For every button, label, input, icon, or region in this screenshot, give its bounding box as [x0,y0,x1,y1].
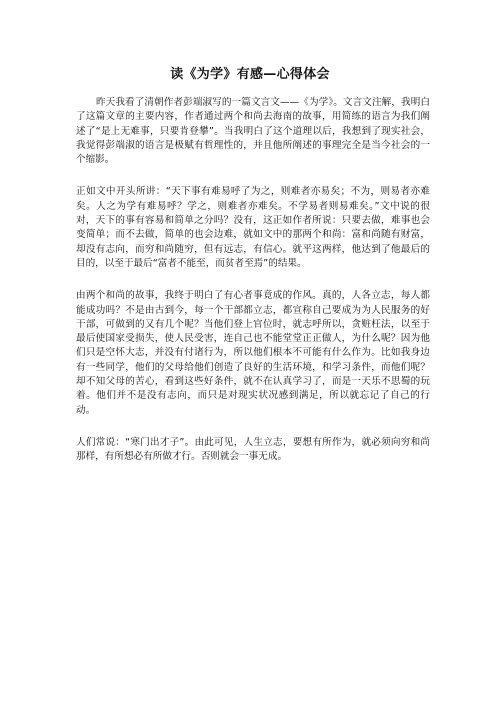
paragraph-3: 由两个和尚的故事，我终于明白了有心者事竟成的作风。真的，人各立志，每人都能成功吗？不是由古到今，每一个干部都立志，都宣称自己要成为为人民服务的好干部，可做到的又有几个呢？当他们登上官位时，就志呼所以，贪赃枉法，以至于最后使国家受损失，使人民受害，连自己也不能堂堂正正做人，为什么呢？因为他们只是空怀大志，并没有付诸行为，所以他们根本不可能有什么作为。比如我身边有一些同学，他们的父母给他们创造了良好的生活环境，和学习条件，而他们呢？却不知父母的苦心，看到这些好条件，就不在认真学习了，而是一天乐不思蜀的玩着。他们并不是没有志向，而只是对现实状况感到满足，所以就忘记了自己的行动。 [76,290,430,416]
document-body [76,96,430,483]
document-title: 读《为学》有感—心得体会 [170,67,330,82]
paragraph-2: 正如文中开头所讲：“天下事有难易呼了为之，则难者亦易矣；不为，则易者亦难矣。人之为学有难易呼？学之，则难者亦难矣。不学易者则易难矣。”文中说的很对，天下的事有容易和简单之分吗？没有，这正如作者所说：只要去做，难事也会变简单；而不去做，简单的也会边难，就如文中的那两个和尚：富和尚随有财富，却没有志向，而穷和尚随穷，但有远志，有信心。就平这两样，他达到了他最后的目的，以至于最后“富者不能至，而贫者至焉”的结果。 [76,186,430,269]
paragraph-4: 人们常说：“寒门出才子”。由此可见，人生立志，要想有所作为，就必须向穷和尚那样，有所想必有所做才行。否则就会一事无成。 [76,436,430,463]
paragraph-1: 昨天我看了清朝作者彭端淑写的一篇文言文——《为学》。文言文注解，我明白了这篇文章的主要内容，作者通过两个和尚去海南的故事，用简练的语言为我们阐述了“是上无难事，只要肯登攀”。当我明白了这个道理以后，我想到了现实社会，我觉得彭端淑的语言是极赋有哲理性的，并且他所阐述的事理完全是当今社会的一个缩影。 [76,97,430,166]
